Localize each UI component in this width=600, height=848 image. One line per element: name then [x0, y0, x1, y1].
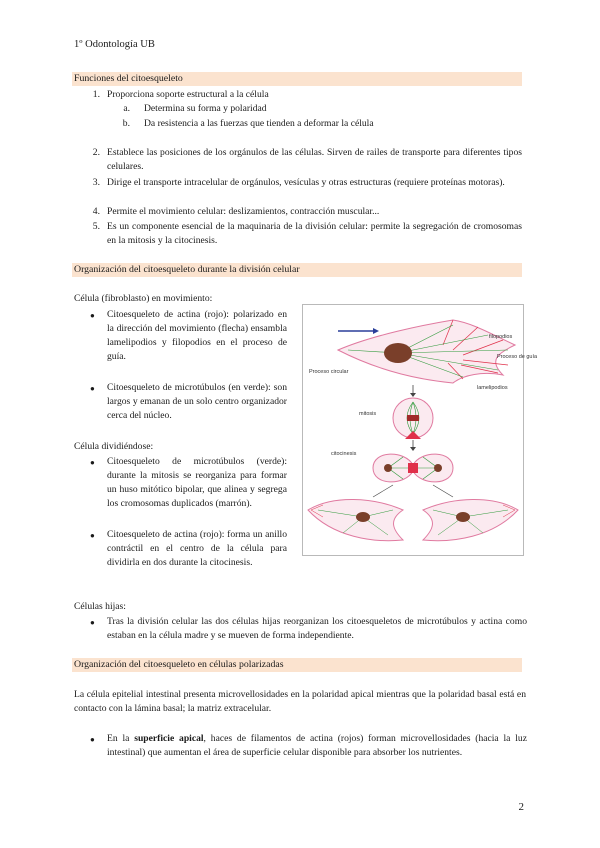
bullet-dot: ●	[90, 458, 95, 467]
section-heading-division	[72, 263, 522, 277]
fibroblast-cell	[338, 320, 515, 383]
list-number: 1.	[92, 89, 100, 100]
nucleus	[384, 343, 412, 363]
flow-arrowhead	[410, 393, 416, 397]
section-title: Funciones del citoesqueleto	[74, 73, 183, 84]
list-number: 3.	[92, 177, 100, 188]
list-item: Permite el movimiento celular: deslizamientos, contracción muscular...	[107, 206, 380, 217]
subheading-dividing-cell: Célula dividiéndose:	[74, 441, 154, 452]
sublist-item: Da resistencia a las fuerzas que tienden a deformar la célula	[144, 118, 374, 129]
daughter-cell-left	[308, 499, 403, 540]
section-heading-polarized	[72, 658, 522, 672]
subheading-moving-cell: Célula (fibroblasto) en movimiento:	[74, 293, 213, 304]
section-title: Organización del citoesqueleto en células polarizadas	[74, 659, 284, 670]
daughter-nucleus	[384, 464, 392, 472]
list-item	[107, 732, 527, 760]
daughter-nucleus	[434, 464, 442, 472]
flow-arrow	[433, 485, 453, 497]
daughter-nucleus	[356, 512, 370, 522]
text-run: , haces de filamentos de actina (rojos) forman microvellosidades (hacia la luz intestinal) que aumentan el área de superficie celular disponible para absorber los nutrientes.	[107, 733, 527, 758]
paragraph: La célula epitelial intestinal presenta microvellosidades en la polaridad apical mientras que la polaridad basal está en contacto con la lámina basal; la matriz extracelular.	[74, 689, 526, 714]
list-item: Proporciona soporte estructural a la célula	[107, 89, 269, 100]
list-number: 4.	[92, 206, 100, 217]
bullet-dot: ●	[90, 311, 95, 320]
list-item: Citoesqueleto de actina (rojo): polarizado en la dirección del movimiento (flecha) ensambla lamelipodios y filopodios en el proceso de guía.	[107, 309, 287, 362]
cytoskeleton-figure	[302, 304, 538, 556]
list-item: Tras la división celular las dos células hijas reorganizan los citoesqueletos de microtúbulos y actina como estaban en la célula madre y se mueven de forma independiente.	[107, 616, 527, 641]
list-number: 5.	[92, 221, 100, 232]
list-number: 2.	[92, 147, 100, 158]
sublist-item: Determina su forma y polaridad	[144, 103, 267, 114]
bullet-dot: ●	[90, 384, 95, 393]
label-citocinesis: citocinesis	[331, 451, 357, 457]
text-run: En la	[107, 733, 135, 744]
label-proceso-guia: Proceso de guía	[497, 354, 538, 360]
chromosomes	[407, 415, 419, 421]
subheading-daughter-cells: Células hijas:	[74, 601, 126, 612]
label-lamelipodios: lamelipodios	[477, 385, 508, 391]
flow-arrowhead	[410, 447, 416, 451]
daughter-cell-right	[423, 499, 518, 540]
section-title: Organización del citoesqueleto durante la división celular	[74, 264, 300, 275]
list-item: Establece las posiciones de los orgánulos de las células. Sirven de railes de transporte para diferentes tipos celulares.	[107, 147, 522, 172]
list-item: Es un componente esencial de la maquinaria de la división celular: permite la segregación de cromosomas en la mitosis y la citocinesis.	[107, 221, 522, 246]
daughter-nucleus	[456, 512, 470, 522]
list-item: Citoesqueleto de actina (rojo): forma un anillo contráctil en el centro de la célula para dividirla en dos durante la citocinesis.	[107, 529, 287, 568]
bullet-dot: ●	[90, 735, 95, 744]
sublist-letter: b.	[122, 118, 130, 129]
sublist-letter: a.	[123, 103, 130, 114]
list-item: Citoesqueleto de microtúbulos (en verde): son largos y emanan de un solo centro organizador cerca del núcleo.	[107, 382, 287, 421]
label-proceso-circular: Proceso circular	[309, 369, 349, 375]
list-item: Dirige el transporte intracelular de orgánulos, vesículas y otras estructuras (requiere proteínas motoras).	[107, 177, 505, 188]
page-header: 1º Odontología UB	[74, 39, 155, 50]
page-number: 2	[518, 801, 524, 813]
bold-term: superficie apical	[134, 733, 204, 744]
flow-arrow	[373, 485, 393, 497]
label-mitosis: mitosis	[359, 411, 377, 417]
section-heading-functions	[72, 72, 522, 86]
cytoskeleton-diagram	[303, 305, 538, 555]
bullet-dot: ●	[90, 618, 95, 627]
contractile-ring	[408, 463, 418, 473]
direction-arrowhead	[373, 328, 379, 334]
list-item: Citoesqueleto de microtúbulos (verde): durante la mitosis se reorganiza para formar un huso mitótico bipolar, que alinea y segrega los cromosomas duplicados (marrón).	[107, 456, 287, 509]
bullet-dot: ●	[90, 531, 95, 540]
label-filopodios: filopodios	[489, 334, 513, 340]
